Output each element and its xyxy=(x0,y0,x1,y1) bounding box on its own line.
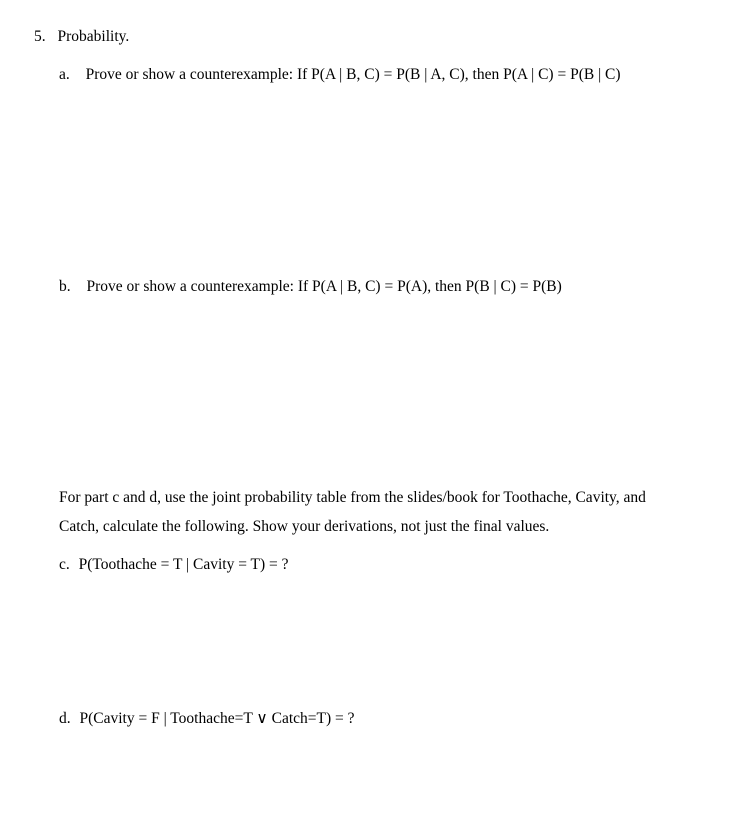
part-c xyxy=(59,556,289,575)
part-c-letter: c. xyxy=(59,556,70,573)
part-b-text: Prove or show a counterexample: If P(A | B, C) = P(A), then P(B | C) = P(B) xyxy=(86,278,562,295)
part-d-text: P(Cavity = F | Toothache=T ∨ Catch=T) = ? xyxy=(79,710,355,727)
question-number: 5. xyxy=(34,28,46,45)
instructions-line-1: For part c and d, use the joint probability table from the slides/book for Toothache, Cavity, and xyxy=(59,489,646,506)
part-c-text: P(Toothache = T | Cavity = T) = ? xyxy=(78,556,289,573)
part-a-letter: a. xyxy=(59,66,70,83)
part-a xyxy=(59,66,621,85)
part-b-letter: b. xyxy=(59,278,71,295)
instructions-line-2: Catch, calculate the following. Show your derivations, not just the final values. xyxy=(59,518,550,535)
part-a-text: Prove or show a counterexample: If P(A | B, C) = P(B | A, C), then P(A | C) = P(B | C) xyxy=(85,66,621,83)
question-heading xyxy=(34,28,129,47)
part-d-letter: d. xyxy=(59,710,71,727)
part-d xyxy=(59,710,355,729)
part-b xyxy=(59,278,562,297)
question-title: Probability. xyxy=(57,28,130,45)
